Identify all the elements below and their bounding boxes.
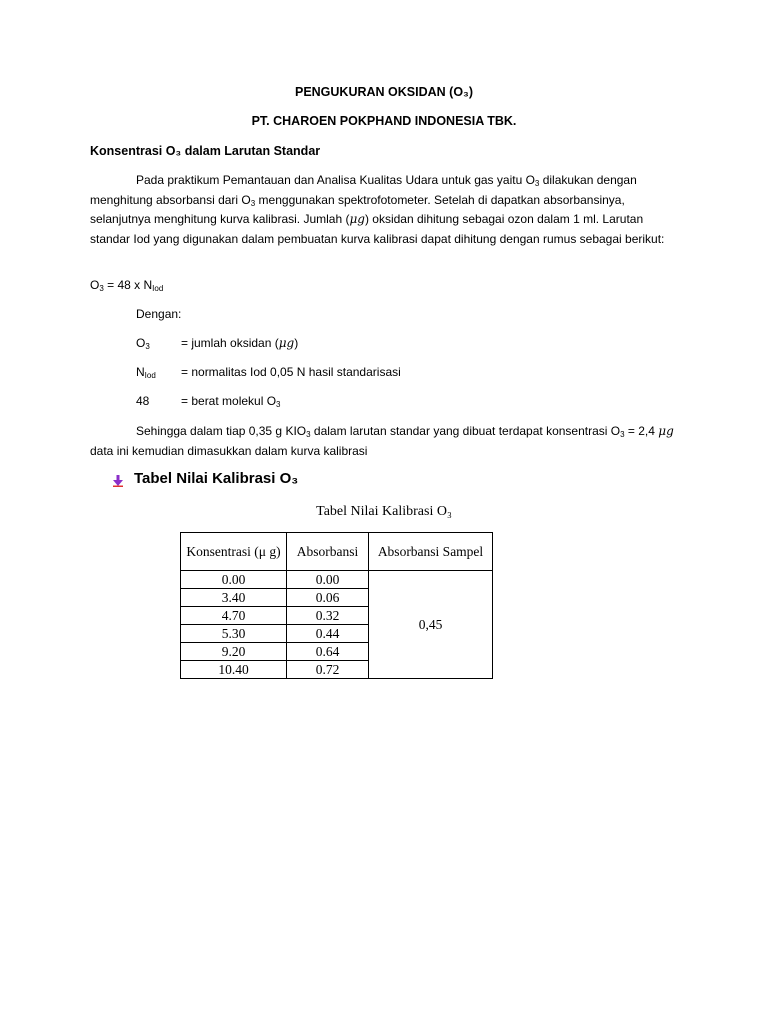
document-title: PENGUKURAN OKSIDAN (O₃) <box>294 85 473 99</box>
definition-desc-n: = normalitas Iod 0,05 N hasil standarisasi <box>181 365 401 379</box>
closing-paragraph: Sehingga dalam tiap 0,35 g $KIO_3$ dalam larutan standar yang dibuat terdapat konsentrasi $O_3 = 2,4$ μg data ini kemudian dimasukkan dalam kurva kalibrasi <box>90 424 674 458</box>
cell-absorbansi: 0.72 <box>287 661 369 679</box>
cell-konsentrasi: 3.40 <box>181 589 287 607</box>
cell-konsentrasi: 4.70 <box>181 607 287 625</box>
section-heading: Konsentrasi O₃ dalam Larutan Standar <box>90 144 321 158</box>
definition-desc-48: = berat molekul $O_3$ <box>181 394 281 409</box>
cell-absorbansi: 0.32 <box>287 607 369 625</box>
cell-konsentrasi: 9.20 <box>181 643 287 661</box>
header-absorbansi: Absorbansi <box>287 533 369 571</box>
cell-absorbansi: 0.00 <box>287 571 369 589</box>
calibration-table <box>180 532 493 679</box>
cell-absorbansi: 0.64 <box>287 643 369 661</box>
cell-konsentrasi: 10.40 <box>181 661 287 679</box>
table-section-heading: Tabel Nilai Kalibrasi O₃ <box>134 470 299 487</box>
definition-term-n: $N_{Iod}$ <box>136 365 156 380</box>
cell-absorbansi: 0.06 <box>287 589 369 607</box>
cell-konsentrasi: 0.00 <box>181 571 287 589</box>
definition-desc-o3: = jumlah oksidan (μg) <box>181 336 299 350</box>
header-konsentrasi: Konsentrasi (μ g) <box>181 533 287 571</box>
definition-term-48: 48 <box>136 394 150 408</box>
company-name: PT. CHAROEN POKPHAND INDONESIA TBK. <box>251 114 517 128</box>
table-caption: Tabel Nilai Kalibrasi O₃ <box>316 504 452 519</box>
table-header-row <box>181 533 493 571</box>
definition-term-o3: $O_3$ <box>136 336 150 351</box>
header-absorbansi-sampel: Absorbansi Sampel <box>369 533 493 571</box>
cell-absorbansi: 0.44 <box>287 625 369 643</box>
formula: $O_3 = 48$ x $N_{Iod}$ <box>90 278 164 293</box>
down-arrow-bullet-icon <box>113 475 123 487</box>
intro-paragraph: Pada praktikum Pemantauan dan Analisa Kualitas Udara untuk gas yaitu $O_3$ dilakukan dengan menghitung absorbansi dari $O_3$ menggunakan spektrofotometer. Setelah di dapatkan absorbansinya, selanjutnya menghitung kurva kalibrasi. Jumlah (μg) oksidan dihitung sebagai ozon dalam 1 ml. Larutan standar Iod yang digunakan dalam pembuatan kurva kalibrasi dapat dihitung dengan rumus sebagai berikut: <box>90 173 665 246</box>
definitions-label: Dengan: <box>136 307 182 321</box>
cell-konsentrasi: 5.30 <box>181 625 287 643</box>
table-row <box>181 571 493 589</box>
cell-sample-value: 0,45 <box>369 571 493 679</box>
